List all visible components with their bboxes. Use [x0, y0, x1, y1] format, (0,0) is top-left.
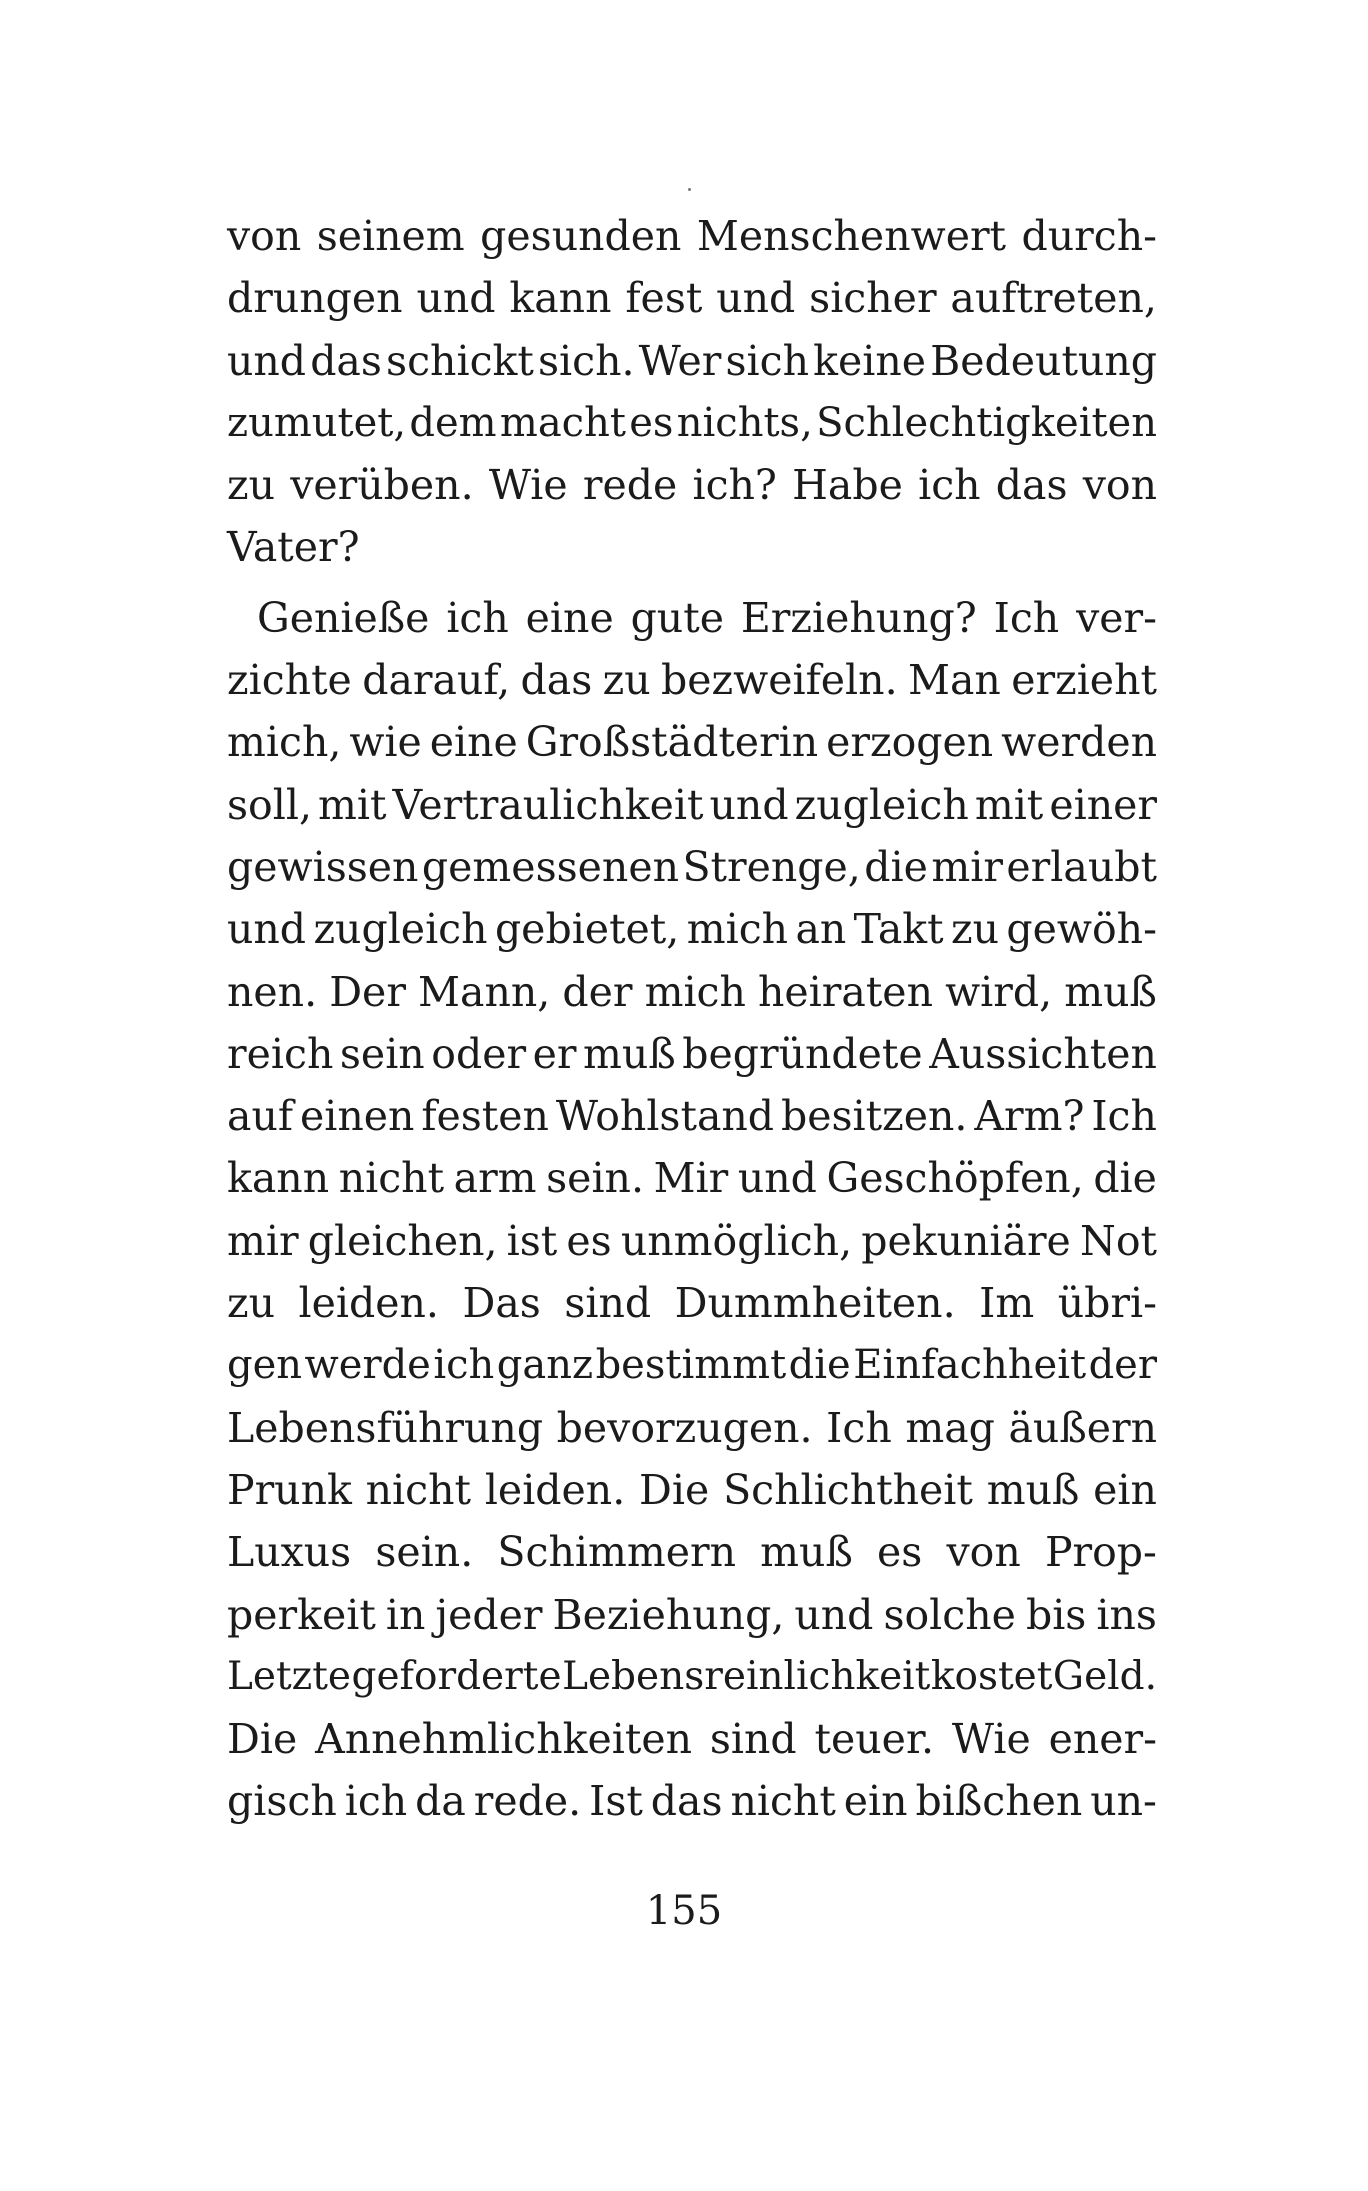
- word: bestimmt: [595, 1342, 787, 1389]
- word: mich,: [227, 718, 342, 767]
- word: mit: [318, 780, 387, 829]
- text-line: [227, 1085, 1157, 1147]
- word: gewissen: [227, 842, 419, 891]
- word: Ich: [993, 593, 1060, 642]
- word: Prunk: [227, 1465, 352, 1514]
- word: Wer: [638, 336, 722, 385]
- word: Geld.: [1052, 1653, 1157, 1699]
- word: zu: [950, 905, 999, 954]
- word: mich: [686, 905, 789, 954]
- word: ich: [918, 461, 981, 510]
- text-line: [227, 392, 1157, 454]
- word: der: [1088, 1342, 1157, 1389]
- word: von: [227, 212, 302, 260]
- paragraph-gap: [227, 579, 1157, 587]
- word: ins: [1096, 1590, 1157, 1639]
- word: wie: [349, 718, 422, 767]
- word: Im: [979, 1279, 1035, 1328]
- word: mir: [931, 842, 1003, 891]
- word: bis: [1025, 1590, 1087, 1639]
- word: Ich: [826, 1403, 892, 1452]
- text-line: [227, 1272, 1157, 1334]
- word: bevorzugen.: [556, 1403, 813, 1452]
- word: fest: [625, 274, 703, 323]
- text-line: [227, 1147, 1157, 1209]
- word: zichte: [227, 656, 352, 705]
- word: es: [629, 399, 674, 446]
- word: Wie: [951, 1715, 1031, 1764]
- word: die: [864, 842, 928, 891]
- word: übri-: [1057, 1279, 1157, 1328]
- word: gesunden: [480, 212, 682, 260]
- word: Letzte: [227, 1653, 351, 1699]
- word: gleichen,: [307, 1216, 498, 1265]
- word: erzogen: [826, 718, 994, 767]
- word: gewöh-: [1006, 905, 1157, 954]
- text-line: [227, 1646, 1157, 1708]
- text-line: [227, 587, 1157, 649]
- word: auftreten,: [950, 274, 1157, 323]
- word: kann: [509, 274, 612, 323]
- word: arm: [453, 1154, 537, 1203]
- word: und: [716, 274, 796, 323]
- scan-speck: [688, 188, 691, 191]
- word: leiden.: [484, 1465, 626, 1514]
- word: nicht: [365, 1465, 472, 1514]
- word: äußern: [1008, 1403, 1157, 1452]
- text-line: [227, 898, 1157, 960]
- word: leiden.: [298, 1279, 439, 1328]
- word: jeder: [435, 1590, 543, 1639]
- word: rede: [582, 461, 678, 510]
- word: er: [532, 1029, 577, 1078]
- text-line: [227, 836, 1157, 898]
- word: darauf,: [362, 656, 511, 705]
- word: verüben.: [290, 461, 474, 510]
- word: Genieße: [257, 593, 430, 642]
- word: Annehmlichkeiten: [315, 1715, 693, 1764]
- text-line: [227, 454, 1157, 516]
- word: ich: [344, 1777, 408, 1826]
- word: Habe: [792, 461, 903, 510]
- text-line: [227, 1459, 1157, 1521]
- word: das: [995, 461, 1068, 510]
- word: nicht: [730, 1777, 836, 1826]
- word: ganz: [496, 1342, 594, 1389]
- word: gisch: [227, 1777, 337, 1826]
- word: und: [737, 1154, 817, 1203]
- text-line: [227, 205, 1157, 267]
- word: un-: [1090, 1777, 1157, 1826]
- word: Dummheiten.: [674, 1279, 956, 1328]
- word: Man: [908, 656, 1001, 705]
- word: begründete: [682, 1029, 923, 1078]
- word: zugleich: [794, 780, 969, 829]
- word: und: [227, 905, 307, 954]
- word: geforderte: [351, 1653, 562, 1699]
- word: Großstädterin: [525, 718, 819, 767]
- word: festen: [421, 1092, 549, 1141]
- word: sein.: [546, 1154, 644, 1203]
- word: gen: [227, 1342, 303, 1389]
- word: Arm?: [974, 1092, 1085, 1141]
- word: heiraten: [758, 967, 933, 1016]
- word: Ist: [589, 1777, 643, 1826]
- text-line: [227, 1334, 1157, 1396]
- word: ist: [506, 1216, 558, 1265]
- word: Aussichten: [929, 1029, 1157, 1078]
- word: Luxus: [227, 1528, 352, 1577]
- word: sicher: [809, 274, 937, 323]
- word: und: [227, 336, 307, 385]
- text-line: [227, 330, 1157, 392]
- word: Ich: [1091, 1092, 1157, 1141]
- word: bißchen: [915, 1777, 1083, 1826]
- word: sich.: [537, 336, 635, 385]
- text-line: Vater?: [227, 523, 360, 572]
- word: zu: [602, 656, 651, 705]
- word: zu: [227, 461, 276, 510]
- word: Beziehung,: [552, 1590, 785, 1639]
- word: die: [788, 1342, 851, 1389]
- word: soll,: [227, 780, 312, 829]
- word: da: [415, 1777, 466, 1826]
- word: Erziehung?: [740, 593, 977, 642]
- word: zu: [227, 1279, 276, 1328]
- word: Schlichtheit: [723, 1465, 973, 1514]
- word: einen: [299, 1092, 415, 1141]
- text-line: [227, 1584, 1157, 1646]
- word: reich: [227, 1029, 334, 1078]
- word: macht: [499, 399, 626, 446]
- word: muß: [986, 1465, 1080, 1514]
- word: eine: [429, 718, 518, 767]
- word: rede.: [473, 1777, 582, 1826]
- word: muß: [583, 1029, 676, 1078]
- text-line: [227, 1023, 1157, 1085]
- word: ich: [433, 1342, 495, 1389]
- word: nen.: [227, 967, 318, 1016]
- word: Strenge,: [682, 842, 861, 891]
- text-line: [227, 649, 1157, 711]
- word: sich: [725, 336, 809, 385]
- word: Die: [227, 1715, 298, 1764]
- word: es: [566, 1216, 612, 1265]
- word: Schlechtigkeiten: [816, 399, 1157, 446]
- text-line: [227, 1770, 1157, 1832]
- word: einer: [1049, 780, 1157, 829]
- word: erlaubt: [1006, 842, 1157, 891]
- word: oder: [431, 1029, 527, 1078]
- word: auf: [227, 1092, 294, 1141]
- word: schickt: [386, 336, 534, 385]
- word: in: [385, 1590, 426, 1639]
- page-number: 155: [645, 1888, 723, 1934]
- word: Die: [639, 1465, 710, 1514]
- word: Vertraulichkeit: [392, 780, 704, 829]
- word: es: [877, 1528, 923, 1577]
- word: mir: [227, 1216, 299, 1265]
- word: Mir: [653, 1154, 729, 1203]
- word: solche: [883, 1590, 1016, 1639]
- word: sein.: [375, 1528, 474, 1577]
- word: und: [416, 274, 496, 323]
- word: sein: [339, 1029, 425, 1078]
- word: nichts,: [676, 399, 813, 446]
- word: ver-: [1076, 593, 1157, 642]
- word: muß: [1064, 967, 1157, 1016]
- word: der: [562, 967, 633, 1016]
- word: erzieht: [1011, 656, 1157, 705]
- word: von: [1082, 461, 1157, 510]
- word: eine: [525, 593, 614, 642]
- word: und: [794, 1590, 874, 1639]
- word: mich: [644, 967, 746, 1016]
- word: mag: [905, 1403, 995, 1452]
- word: ich?: [692, 461, 777, 510]
- word: von: [946, 1528, 1021, 1577]
- word: Not: [1079, 1216, 1157, 1265]
- word: das: [520, 656, 593, 705]
- word: ener-: [1048, 1715, 1157, 1764]
- word: bezweifeln.: [661, 656, 898, 705]
- word: dem: [409, 399, 497, 446]
- body-text: [227, 205, 1157, 1833]
- text-line: [227, 711, 1157, 773]
- word: Prop-: [1044, 1528, 1157, 1577]
- word: gute: [630, 593, 724, 642]
- word: gemessenen: [421, 842, 679, 891]
- word: das: [310, 336, 382, 385]
- word: keine: [813, 336, 927, 385]
- word: Takt: [853, 905, 944, 954]
- word: ein: [843, 1777, 908, 1826]
- text-line: [227, 1397, 1157, 1459]
- word: Wohlstand: [555, 1092, 775, 1141]
- text-line: [227, 961, 1157, 1023]
- word: zumutet,: [227, 399, 407, 446]
- word: Schimmern: [497, 1528, 736, 1577]
- word: Menschenwert: [696, 212, 1007, 260]
- word: pekuniäre: [861, 1216, 1071, 1265]
- text-line: [227, 774, 1157, 836]
- word: wird,: [945, 967, 1053, 1016]
- word: Das: [462, 1279, 541, 1328]
- word: die: [1093, 1154, 1157, 1203]
- word: Geschöpfen,: [826, 1154, 1084, 1203]
- word: nicht: [338, 1154, 445, 1203]
- word: Wie: [488, 461, 568, 510]
- text-line: [227, 1521, 1157, 1583]
- word: Lebensreinlichkeit: [562, 1653, 931, 1699]
- word: werden: [1001, 718, 1157, 767]
- word: teuer.: [814, 1715, 935, 1764]
- word: an: [795, 905, 847, 954]
- word: zugleich: [313, 905, 488, 954]
- word: Bedeutung: [930, 336, 1157, 385]
- word: kostet: [930, 1653, 1053, 1699]
- word: Mann,: [418, 967, 551, 1016]
- word: sind: [564, 1279, 652, 1328]
- word: besitzen.: [780, 1092, 968, 1141]
- text-line: [227, 1210, 1157, 1272]
- word: durch-: [1021, 212, 1157, 260]
- text-line: [227, 267, 1157, 329]
- word: seinem: [316, 212, 465, 260]
- word: gebietet,: [494, 905, 680, 954]
- word: werde: [304, 1342, 431, 1389]
- word: kann: [227, 1154, 330, 1203]
- word: ein: [1093, 1465, 1157, 1514]
- word: Einfachheit: [853, 1342, 1087, 1389]
- word: unmöglich,: [620, 1216, 853, 1265]
- word: mit: [974, 780, 1044, 829]
- word: muß: [760, 1528, 853, 1577]
- word: Lebensführung: [227, 1403, 544, 1452]
- word: Der: [329, 967, 406, 1016]
- word: das: [650, 1777, 723, 1826]
- text-line: [227, 1708, 1157, 1770]
- word: sind: [709, 1715, 797, 1764]
- word: drungen: [227, 274, 403, 323]
- word: ich: [446, 593, 509, 642]
- word: perkeit: [227, 1590, 376, 1639]
- word: und: [709, 780, 789, 829]
